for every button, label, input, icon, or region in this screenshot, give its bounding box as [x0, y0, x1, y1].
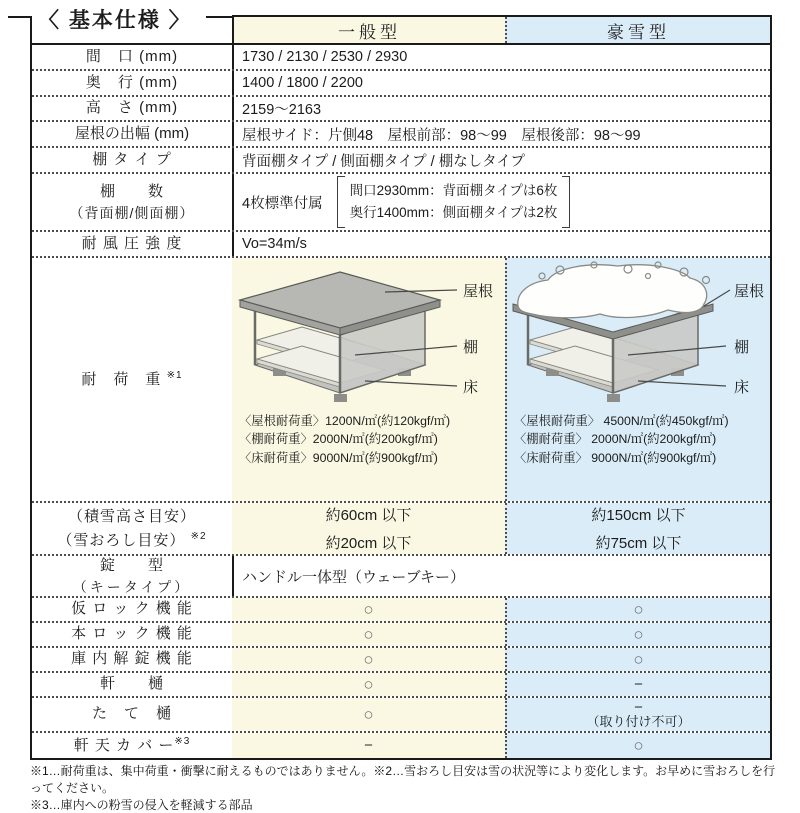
feature-snow: ○ — [505, 598, 770, 621]
snow-guide-columns — [232, 503, 770, 554]
feature-cells — [232, 623, 770, 646]
load-columns — [232, 258, 770, 501]
row-label — [32, 258, 232, 501]
table-border-bottom — [30, 758, 772, 760]
feature-snow: − （取り付け不可） — [505, 698, 770, 731]
soffit-note: ※3 — [174, 735, 191, 747]
row-label: 本 ロ ッ ク 機 能 — [71, 625, 193, 643]
diagram-label-roof: 屋根 — [733, 283, 764, 300]
shed-foot — [607, 394, 620, 402]
bracket-line: 奥行1400mm：側面棚タイプは2枚 — [349, 205, 558, 220]
diagram-label-shelf: 棚 — [462, 339, 478, 356]
footnotes — [30, 763, 778, 813]
row-label: 軒 樋 — [99, 675, 164, 693]
table-body — [32, 45, 770, 758]
feature-general: ○ — [232, 598, 505, 621]
feature-general: ○ — [232, 648, 505, 671]
row-label — [32, 556, 232, 596]
feature-general: ○ — [232, 623, 505, 646]
row-inside-unlock — [32, 648, 770, 673]
snow-guide-value: 約75cm 以下 — [595, 535, 682, 552]
shelf-count-label: 棚 数 — [99, 182, 164, 200]
feature-snow: − — [505, 673, 770, 696]
row-label: た て 樋 — [91, 705, 172, 723]
diagram-label-shelf: 棚 — [733, 339, 749, 356]
row-value — [232, 174, 770, 230]
row-label — [32, 174, 232, 230]
diagram-label-floor: 床 — [733, 379, 749, 396]
load-line: 〈床耐荷重〉9000N/㎡(約900kgf/㎡) — [239, 450, 438, 465]
load-cell-general — [232, 258, 505, 501]
snow-guide-label1: （積雪高さ目安） — [67, 508, 196, 526]
feature-general: ○ — [232, 698, 505, 731]
load-values-snow — [507, 412, 729, 467]
lock-label2: （キータイプ） — [72, 578, 192, 595]
diagram-label-floor: 床 — [462, 379, 478, 396]
row-value: 1400 / 1800 / 2200 — [242, 75, 363, 91]
row-label: 棚 タ イ プ — [92, 150, 172, 168]
row-value: 2159〜2163 — [242, 102, 322, 118]
feature-general: − — [232, 733, 505, 758]
shed-foot — [334, 394, 347, 402]
load-line: 〈床耐荷重〉 9000N/㎡(約900kgf/㎡) — [514, 450, 717, 465]
row-load-capacity — [32, 258, 770, 503]
snow-guide-general — [232, 503, 505, 554]
row-label: 仮 ロ ッ ク 機 能 — [71, 600, 193, 618]
row-label: 奥 行 (mm) — [85, 73, 179, 91]
snow-guide-value: 約60cm 以下 — [325, 507, 412, 524]
footnote-line: ※1…耐荷重は、集中荷重・衝撃に耐えるものではありません。※2…雪おろし目安は雪の状況等により変化します。お早めに雪おろしを行ってください。 — [30, 764, 776, 795]
shed-diagram-general — [235, 262, 503, 412]
row-down-gutter — [32, 698, 770, 733]
row-lock-type — [32, 556, 770, 598]
row-shelf-type — [32, 148, 770, 174]
page-title: 〈 基本仕様 〉 — [38, 9, 192, 32]
feature-cells — [232, 673, 770, 696]
feature-snow-subnote: （取り付け不可） — [586, 713, 691, 729]
row-value: 背面棚タイプ / 側面棚タイプ / 棚なしタイプ — [242, 153, 525, 170]
feature-cells — [232, 698, 770, 731]
load-line: 〈棚耐荷重〉 2000N/㎡(約200kgf/㎡) — [514, 432, 717, 447]
shed-diagram-snow — [508, 262, 770, 412]
shelf-count-main: 4枚標準付属 — [242, 195, 323, 212]
row-value: Vo=34m/s — [242, 236, 307, 252]
row-temp-lock — [32, 598, 770, 623]
row-label: 耐 風 圧 強 度 — [81, 234, 183, 252]
feature-cells — [232, 598, 770, 621]
title-rule-left — [8, 16, 32, 18]
feature-snow: ○ — [505, 733, 770, 758]
row-value: 1730 / 2130 / 2530 / 2930 — [242, 49, 408, 65]
row-snow-guide — [32, 503, 770, 556]
row-label: 庫 内 解 錠 機 能 — [71, 650, 193, 668]
feature-general: ○ — [232, 673, 505, 696]
column-header-general: 一般型 — [234, 17, 505, 43]
row-main-lock — [32, 623, 770, 648]
snow-pile — [517, 265, 706, 318]
row-label — [32, 733, 232, 758]
row-depth — [32, 71, 770, 97]
row-roof-overhang — [32, 122, 770, 148]
row-width — [32, 45, 770, 71]
row-soffit-cover — [32, 733, 770, 758]
snow-guide-value: 約20cm 以下 — [325, 535, 412, 552]
feature-cells — [232, 648, 770, 671]
load-label: 耐 荷 重 $^{※1}$ — [81, 369, 183, 388]
row-eaves-gutter — [32, 673, 770, 698]
diagram-label-roof: 屋根 — [462, 283, 493, 300]
row-label: 高 さ (mm) — [85, 99, 179, 117]
footnote-line: ※3…庫内への粉雪の侵入を軽減する部品 — [30, 797, 253, 812]
snowflake — [539, 273, 545, 279]
row-value: ハンドル一体型（ウェーブキー） — [242, 568, 466, 586]
load-values-general — [232, 412, 450, 467]
shelf-count-label-sub: （背面棚/側面棚） — [69, 204, 195, 221]
soffit-label: 軒 天 カ バ ー$^{※3}$ — [73, 735, 191, 754]
snowflake — [702, 277, 709, 284]
load-label-note: ※1 — [166, 369, 183, 381]
snow-guide-note: ※2 — [190, 530, 207, 542]
feature-snow: ○ — [505, 648, 770, 671]
column-header-snow: 豪雪型 — [505, 17, 770, 43]
load-line: 〈屋根耐荷重〉1200N/㎡(約120kgf/㎡) — [239, 414, 451, 428]
lock-label1: 錠 型 — [99, 556, 164, 574]
snow-guide-snow — [505, 503, 770, 554]
snow-guide-value: 約150cm 以下 — [591, 507, 686, 524]
row-value: 屋根サイド：片側48 屋根前部：98〜99 屋根後部：98〜99 — [242, 127, 641, 144]
feature-cells — [232, 733, 770, 758]
row-label: 屋根の出幅 (mm) — [74, 124, 190, 142]
table-border-right — [770, 15, 772, 760]
row-shelf-count — [32, 174, 770, 232]
row-label — [32, 503, 232, 554]
row-wind-resistance — [32, 232, 770, 258]
bracket-line: 間口2930mm：背面棚タイプは6枚 — [349, 183, 558, 199]
feature-snow: ○ — [505, 623, 770, 646]
load-line: 〈棚耐荷重〉2000N/㎡(約200kgf/㎡) — [239, 432, 438, 447]
row-label: 間 口 (mm) — [85, 47, 179, 65]
snow-guide-label2: （雪おろし目安） $^{※2}$ — [57, 530, 207, 549]
row-height — [32, 97, 770, 122]
load-cell-snow — [505, 258, 770, 501]
shelf-count-bracket — [337, 176, 571, 227]
title-rule-right — [206, 16, 234, 18]
load-line: 〈屋根耐荷重〉 4500N/㎡(約450kgf/㎡) — [514, 414, 729, 428]
